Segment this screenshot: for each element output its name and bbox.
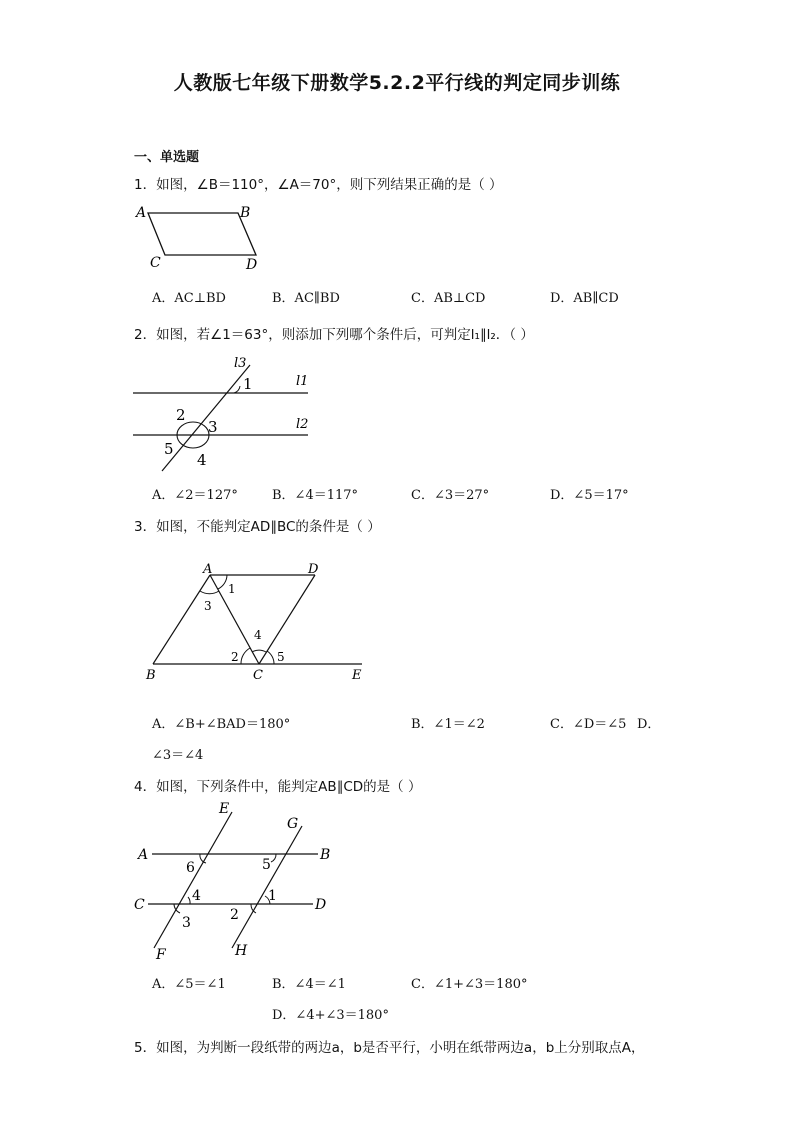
q4-label-c: C bbox=[134, 897, 145, 913]
q4-angle-2-label: 2 bbox=[230, 907, 239, 923]
q4-angle-5-label: 5 bbox=[262, 857, 271, 873]
q2-option-d[interactable]: D．∠5＝17° bbox=[550, 488, 629, 503]
q2-transversal-figure bbox=[130, 345, 330, 475]
q3-angle-4-label: 4 bbox=[254, 628, 262, 642]
q4-angle-1-label: 1 bbox=[268, 888, 277, 904]
q4-label-d: D bbox=[315, 897, 327, 913]
question-5-stem: 5．如图，为判断一段纸带的两边a，b是否平行，小明在纸带两边a，b上分别取点A， bbox=[134, 1040, 645, 1056]
q4-angle-6-label: 6 bbox=[186, 860, 195, 876]
q4-figure bbox=[130, 798, 340, 968]
q4-angle-3-label: 3 bbox=[182, 915, 191, 931]
question-3-stem: 3．如图，不能判定AD∥BC的条件是（ ） bbox=[134, 519, 381, 535]
q4-angle-5-arc bbox=[271, 854, 276, 862]
section-heading: 一、单选题 bbox=[134, 150, 200, 165]
q2-angle-5-label: 5 bbox=[164, 440, 174, 458]
q4-label-h: H bbox=[235, 943, 248, 959]
q4-option-c[interactable]: C．∠1+∠3＝180° bbox=[411, 977, 528, 992]
q3-angle-5-label: 5 bbox=[277, 650, 285, 664]
q1-option-d[interactable]: D．AB∥CD bbox=[550, 291, 619, 306]
q4-angle-4-arc bbox=[188, 897, 190, 904]
q2-option-a[interactable]: A．∠2＝127° bbox=[152, 488, 238, 503]
q4-option-a[interactable]: A．∠5＝∠1 bbox=[152, 977, 226, 992]
q3-angle-4-arc bbox=[252, 650, 266, 652]
q3-option-d-content: ∠3＝∠4 bbox=[152, 748, 204, 763]
q3-option-a[interactable]: A．∠B+∠BAD＝180° bbox=[152, 717, 291, 732]
q3-label-d: D bbox=[308, 562, 319, 577]
q3-angle-3-arc bbox=[200, 591, 219, 594]
q3-angle-3-label: 3 bbox=[204, 599, 212, 613]
q3-angle-2-arc bbox=[241, 648, 250, 664]
q1-label-b: B bbox=[240, 205, 251, 221]
q3-segment-ab bbox=[153, 575, 210, 664]
q1-label-c: C bbox=[150, 255, 161, 271]
q2-angle-3-label: 3 bbox=[208, 418, 218, 436]
q2-label-l2: l2 bbox=[296, 417, 309, 432]
q1-option-b[interactable]: B．AC∥BD bbox=[272, 291, 340, 306]
q3-option-d[interactable]: D． bbox=[637, 717, 661, 732]
q4-label-b: B bbox=[320, 847, 331, 863]
q3-label-a: A bbox=[203, 562, 213, 577]
q4-line-ef bbox=[154, 812, 232, 948]
q3-label-c: C bbox=[253, 668, 263, 683]
q3-figure bbox=[140, 558, 380, 688]
page-title: 人教版七年级下册数学5.2.2平行线的判定同步训练 bbox=[173, 72, 621, 94]
q3-label-b: B bbox=[146, 668, 156, 683]
q3-label-e: E bbox=[352, 668, 362, 683]
q2-angle-1-arc bbox=[234, 386, 240, 393]
q2-angle-4-label: 4 bbox=[197, 451, 207, 469]
q3-angle-1-arc bbox=[218, 575, 227, 589]
q4-label-e: E bbox=[219, 801, 230, 817]
q4-angle-4-label: 4 bbox=[192, 888, 201, 904]
q2-option-c[interactable]: C．∠3＝27° bbox=[411, 488, 490, 503]
q1-option-a[interactable]: A．AC⊥BD bbox=[152, 291, 226, 306]
q2-angle-1-label: 1 bbox=[243, 375, 253, 393]
q2-option-b[interactable]: B．∠4＝117° bbox=[272, 488, 359, 503]
q1-label-a: A bbox=[136, 205, 147, 221]
q4-label-f: F bbox=[156, 947, 166, 963]
q4-label-a: A bbox=[138, 847, 149, 863]
q2-label-l1: l1 bbox=[296, 374, 309, 389]
q2-angle-2-label: 2 bbox=[176, 406, 186, 424]
q4-line-gh bbox=[232, 826, 302, 948]
q4-option-b[interactable]: B．∠4＝∠1 bbox=[272, 977, 346, 992]
q1-label-d: D bbox=[246, 257, 258, 273]
q3-option-b[interactable]: B．∠1＝∠2 bbox=[411, 717, 485, 732]
question-1-stem: 1．如图，∠B＝110°，∠A＝70°，则下列结果正确的是（ ） bbox=[134, 177, 503, 193]
question-2-stem: 2．如图，若∠1＝63°，则添加下列哪个条件后，可判定l₁∥l₂．（ ） bbox=[134, 327, 534, 343]
q4-label-g: G bbox=[287, 816, 299, 832]
q4-option-d[interactable]: D．∠4+∠3＝180° bbox=[272, 1008, 389, 1023]
q3-option-c[interactable]: C．∠D＝∠5 bbox=[550, 717, 627, 732]
q3-angle-2-label: 2 bbox=[231, 650, 239, 664]
q3-angle-5-arc bbox=[267, 651, 274, 664]
q1-option-c[interactable]: C．AB⊥CD bbox=[411, 291, 486, 306]
q1-parallelogram-figure bbox=[130, 200, 270, 272]
q3-segment-dc bbox=[259, 575, 315, 664]
question-4-stem: 4．如图，下列条件中，能判定AB∥CD的是（ ） bbox=[134, 779, 422, 795]
q2-label-l3: l3 bbox=[234, 356, 247, 371]
q3-angle-1-label: 1 bbox=[228, 582, 236, 596]
